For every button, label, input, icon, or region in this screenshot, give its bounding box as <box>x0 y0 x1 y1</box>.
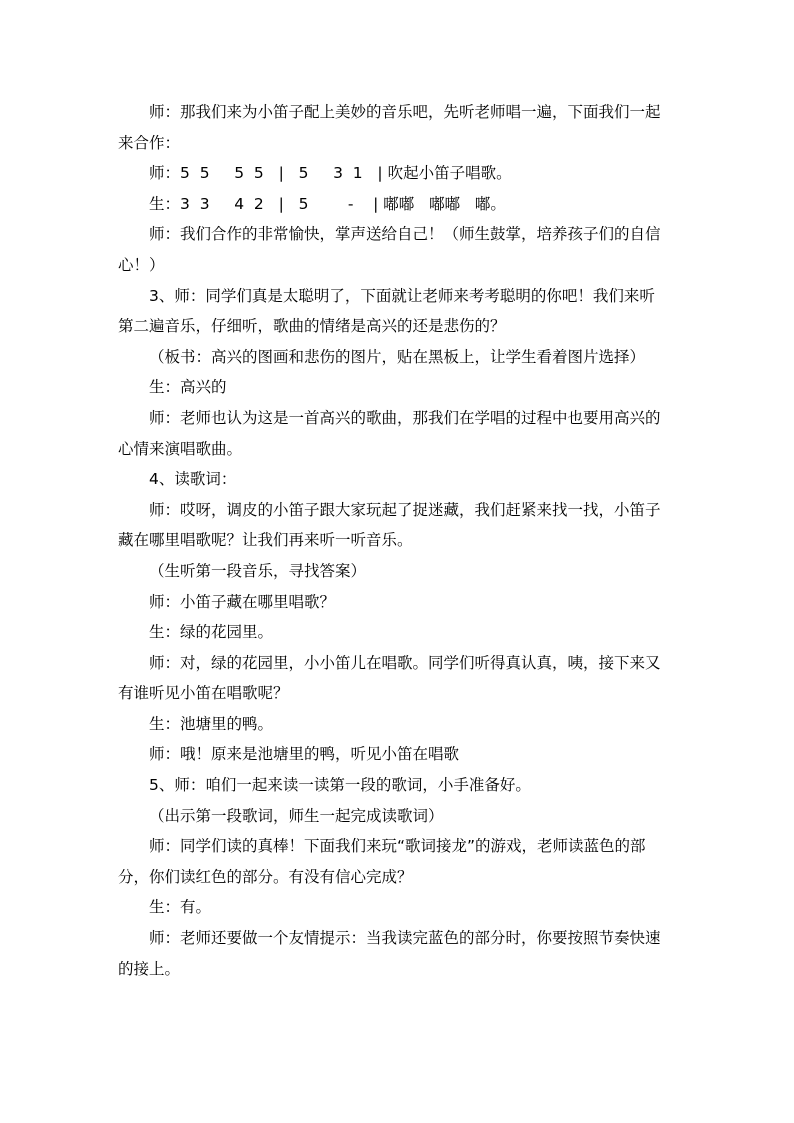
paragraph-first-line: 师：我们合作的非常愉快，掌声送给自己！（师生鼓掌，培养孩子们的自信 <box>149 225 661 244</box>
paragraph-first-line: 师：那我们来为小笛子配上美妙的音乐吧，先听老师唱一遍，下面我们一起 <box>149 103 661 121</box>
paragraph <box>118 892 678 923</box>
paragraph-first-line: 师：对，绿的花园里，小小笛儿在唱歌。同学们听得真认真，咦，接下来又 <box>149 653 661 672</box>
paragraph-continuation-line: 的接上。 <box>118 959 181 978</box>
paragraph <box>118 831 678 892</box>
paragraph-first-line: 生：高兴的 <box>149 378 227 397</box>
paragraph-first-line: （出示第一段歌词，师生一起完成读歌词） <box>149 806 444 825</box>
paragraph-continuation-line: 来合作： <box>118 133 181 152</box>
paragraph <box>118 495 678 556</box>
paragraph-first-line: 4、读歌词： <box>149 470 237 489</box>
paragraph-first-line: 师：5 5 5 5 | 5 3 1 | 吹起小笛子唱歌。 <box>149 164 512 183</box>
paragraph-first-line: （生听第一段音乐，寻找答案） <box>149 561 367 580</box>
paragraph <box>118 281 678 342</box>
paragraph <box>118 556 678 587</box>
notation-line <box>118 189 678 220</box>
paragraph <box>118 97 678 158</box>
paragraph-first-line: 师：小笛子藏在哪里唱歌？ <box>149 592 336 611</box>
paragraph <box>118 464 678 495</box>
paragraph-continuation-line: 心！） <box>118 255 165 274</box>
paragraph-continuation-line: 第二遍音乐，仔细听，歌曲的情绪是高兴的还是悲伤的？ <box>118 317 506 336</box>
paragraph <box>118 403 678 464</box>
paragraph-first-line: 师：哎呀，调皮的小笛子跟大家玩起了捉迷藏，我们赶紧来找一找，小笛子 <box>149 500 661 519</box>
paragraph-first-line: 生：3 3 4 2 | 5 - | 嘟嘟 嘟嘟 嘟。 <box>149 194 506 213</box>
paragraph-continuation-line: 藏在哪里唱歌呢？让我们再来听一听音乐。 <box>118 531 413 550</box>
paragraph <box>118 342 678 373</box>
paragraph-first-line: 5、师：咱们一起来读一读第一段的歌词，小手准备好。 <box>149 776 531 795</box>
paragraph-first-line: 3、师：同学们真是太聪明了，下面就让老师来考考聪明的你吧！我们来听 <box>149 286 655 305</box>
document-body <box>118 97 678 984</box>
paragraph-first-line: 生：有。 <box>149 898 212 917</box>
paragraph <box>118 372 678 403</box>
paragraph-first-line: 生：池塘里的鸭。 <box>149 714 274 733</box>
paragraph <box>118 219 678 280</box>
paragraph <box>118 617 678 648</box>
paragraph <box>118 801 678 832</box>
notation-line <box>118 158 678 189</box>
paragraph-first-line: 师：老师还要做一个友情提示：当我读完蓝色的部分时，你要按照节奏快速 <box>149 929 661 948</box>
paragraph-first-line: 师：同学们读的真棒！下面我们来玩“歌词接龙”的游戏，老师读蓝色的部 <box>149 837 646 856</box>
paragraph <box>118 709 678 740</box>
paragraph-first-line: （板书：高兴的图画和悲伤的图片，贴在黑板上，让学生看着图片选择） <box>149 347 646 366</box>
paragraph <box>118 739 678 770</box>
paragraph-first-line: 师：老师也认为这是一首高兴的歌曲，那我们在学唱的过程中也要用高兴的 <box>149 408 661 427</box>
paragraph-continuation-line: 分，你们读红色的部分。有没有信心完成？ <box>118 867 413 886</box>
paragraph <box>118 923 678 984</box>
paragraph-first-line: 师：哦！原来是池塘里的鸭，听见小笛在唱歌 <box>149 745 460 764</box>
paragraph <box>118 648 678 709</box>
paragraph-continuation-line: 心情来演唱歌曲。 <box>118 439 243 458</box>
paragraph <box>118 770 678 801</box>
paragraph-first-line: 生：绿的花园里。 <box>149 623 274 642</box>
paragraph-continuation-line: 有谁听见小笛在唱歌呢？ <box>118 684 289 703</box>
paragraph <box>118 587 678 618</box>
